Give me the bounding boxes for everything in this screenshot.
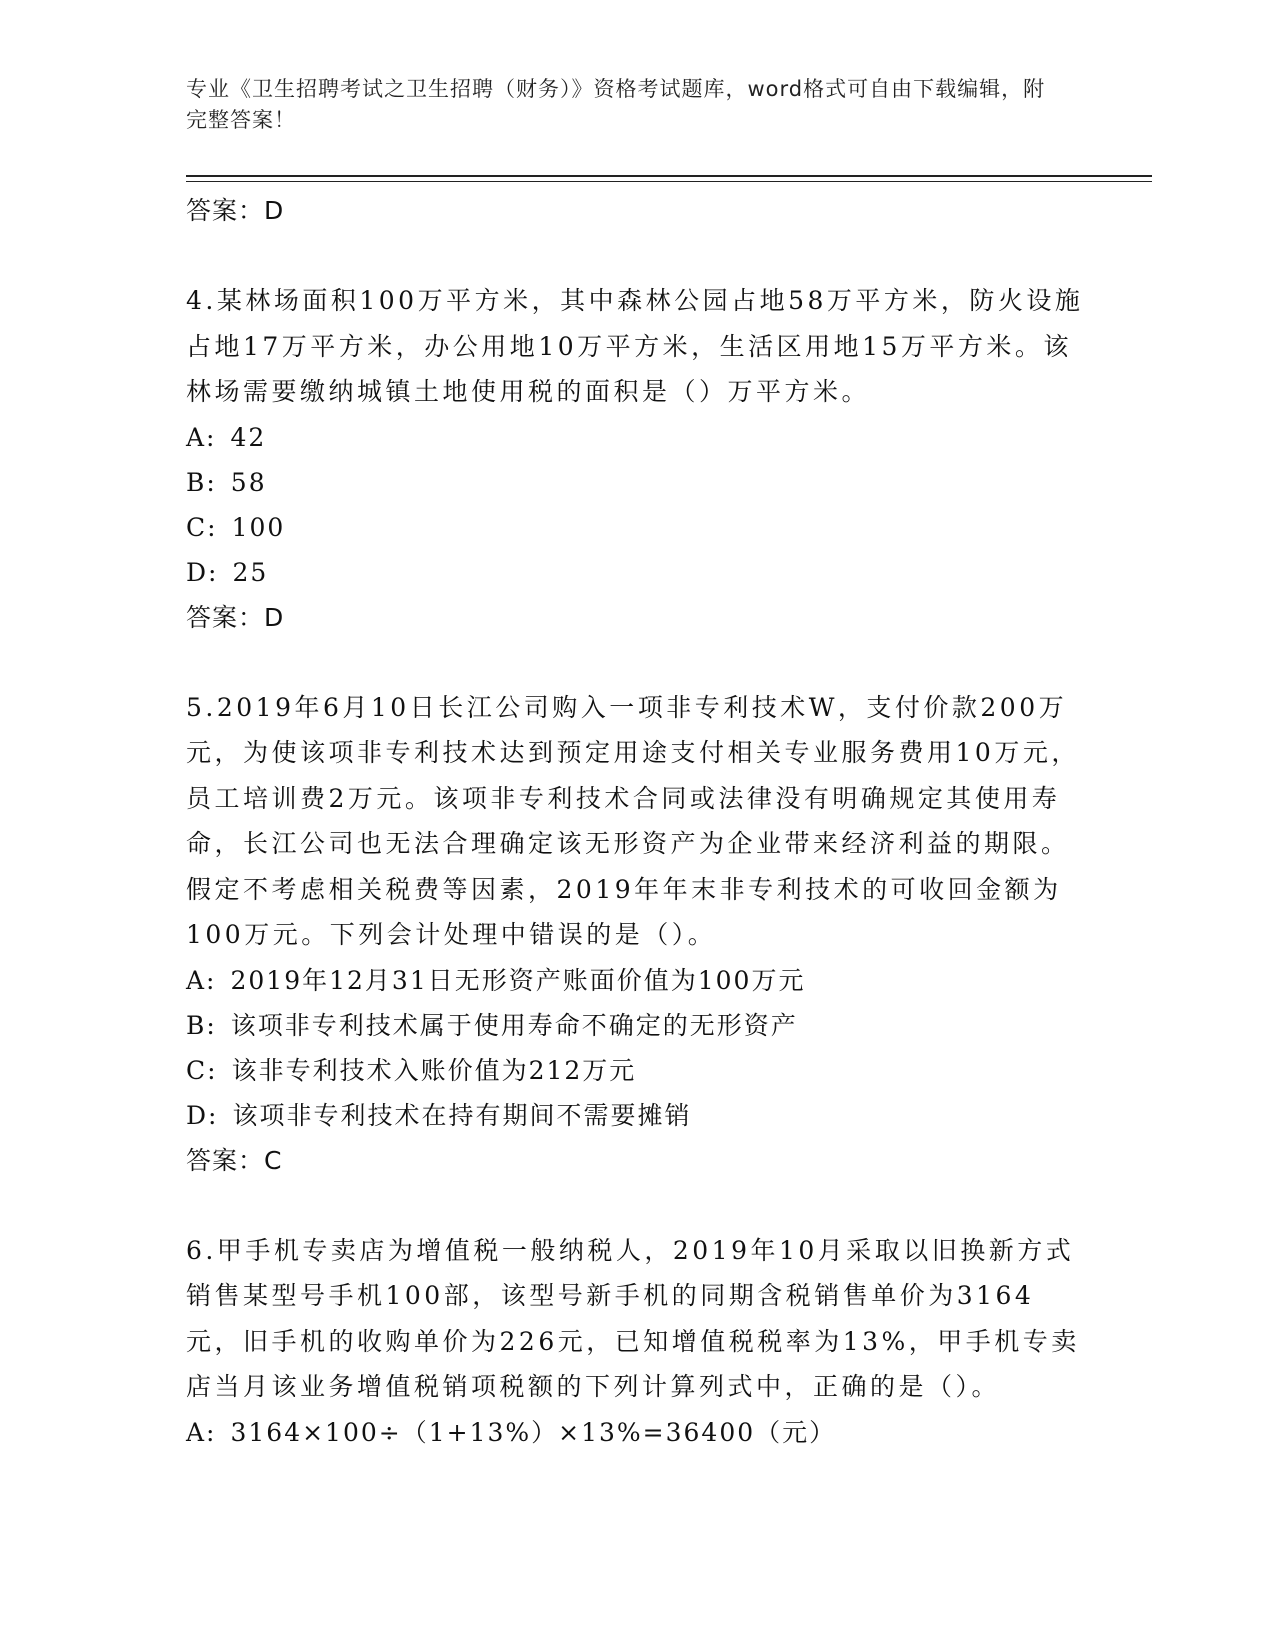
option-key: B: bbox=[186, 1010, 217, 1040]
header-divider-thick bbox=[186, 175, 1152, 177]
option-text: 58 bbox=[230, 467, 267, 497]
option-key: C: bbox=[186, 512, 218, 542]
option-text: 25 bbox=[232, 557, 269, 587]
option-c bbox=[186, 505, 1086, 550]
option-key: A: bbox=[186, 422, 217, 452]
option-c bbox=[186, 1048, 1086, 1093]
option-b bbox=[186, 1003, 1086, 1048]
option-key: A: bbox=[186, 1417, 217, 1447]
header-text: 专业《卫生招聘考试之卫生招聘（财务）》资格考试题库，word格式可自由下载编辑，附完整答案！ bbox=[186, 77, 1046, 132]
option-a bbox=[186, 415, 1086, 460]
option-d bbox=[186, 1093, 1086, 1138]
option-b bbox=[186, 460, 1086, 505]
option-text: 3164×100÷（1+13%）×13%=36400（元） bbox=[230, 1417, 837, 1447]
option-text: 100 bbox=[231, 512, 286, 542]
answer: 答案：C bbox=[186, 1145, 283, 1175]
question-stem: 6.甲手机专卖店为增值税一般纳税人，2019年10月采取以旧换新方式销售某型号手机100部，该型号新手机的同期含税销售单价为3164元，旧手机的收购单价为226元，已知增值税税率为13%，甲手机专卖店当月该业务增值税销项税额的下列计算列式中，正确的是（）。 bbox=[186, 1235, 1080, 1401]
question-stem: 5.2019年6月10日长江公司购入一项非专利技术W，支付价款200万元，为使该项非专利技术达到预定用途支付相关专业服务费用10万元，员工培训费2万元。该项非专利技术合同或法律没有明确规定其使用寿命，长江公司也无法合理确定该无形资产为企业带来经济利益的期限。假定不考虑相关税费等因素，2019年年末非专利技术的可收回金额为100万元。下列会计处理中错误的是（）。 bbox=[186, 692, 1080, 949]
answer-previous: 答案：D bbox=[186, 196, 285, 225]
option-key: B: bbox=[186, 467, 217, 497]
option-key: D: bbox=[186, 557, 219, 587]
option-a bbox=[186, 1410, 1086, 1455]
option-text: 该项非专利技术在持有期间不需要摊销 bbox=[232, 1100, 692, 1130]
option-text: 2019年12月31日无形资产账面价值为100万元 bbox=[230, 965, 806, 995]
option-text: 42 bbox=[230, 422, 267, 452]
header-divider-thin bbox=[186, 181, 1152, 182]
option-key: C: bbox=[186, 1055, 218, 1085]
question-6 bbox=[186, 1228, 1086, 1455]
answer: 答案：D bbox=[186, 602, 285, 632]
option-key: A: bbox=[186, 965, 217, 995]
option-text: 该项非专利技术属于使用寿命不确定的无形资产 bbox=[230, 1010, 798, 1040]
option-text: 该非专利技术入账价值为212万元 bbox=[231, 1055, 637, 1085]
option-key: D: bbox=[186, 1100, 219, 1130]
document-header bbox=[186, 74, 1066, 136]
question-4 bbox=[186, 278, 1086, 640]
question-stem: 4.某林场面积100万平方米，其中森林公园占地58万平方米，防火设施占地17万平方米，办公用地10万平方米，生活区用地15万平方米。该林场需要缴纳城镇土地使用税的面积是（）万平方米。 bbox=[186, 286, 1084, 406]
option-d bbox=[186, 550, 1086, 595]
document-body bbox=[186, 188, 1086, 1455]
option-a bbox=[186, 958, 1086, 1003]
question-5 bbox=[186, 685, 1086, 1183]
